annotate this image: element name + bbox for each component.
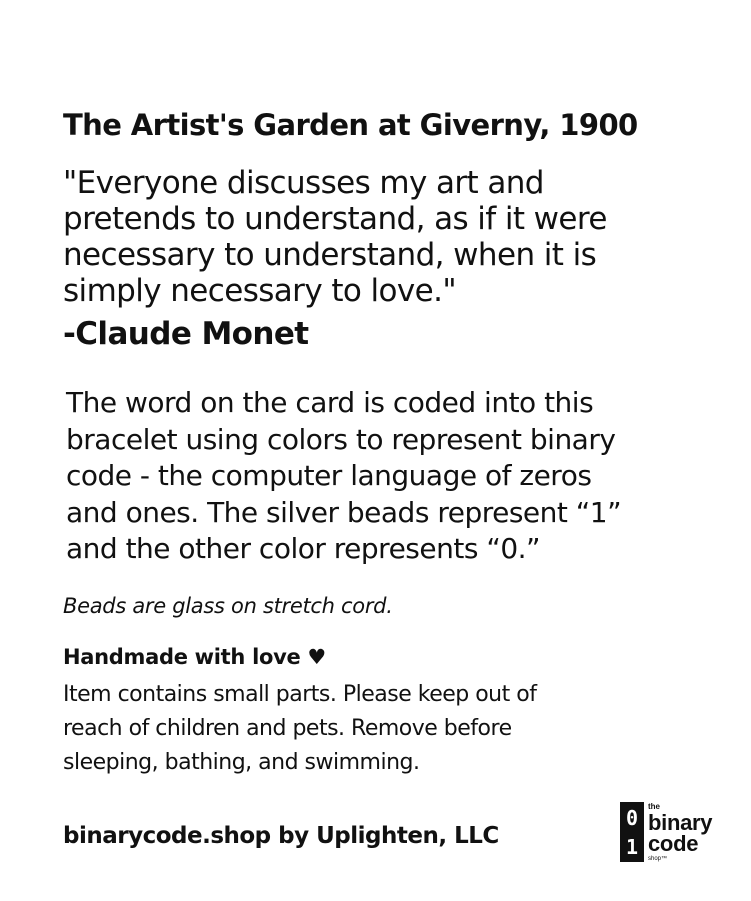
quote-line: pretends to understand, as if it were — [63, 201, 607, 237]
logo-mark — [620, 802, 644, 862]
quote-line: simply necessary to love." — [63, 273, 457, 309]
quote-line: "Everyone discusses my art and — [63, 165, 544, 201]
logo-digit-one: 1 — [625, 835, 639, 859]
monet-quote — [63, 165, 733, 309]
description-line: bracelet using colors to represent binary — [66, 422, 616, 456]
description-line: and the other color represents “0.” — [66, 532, 541, 565]
materials-note: Beads are glass on stretch cord. — [63, 594, 393, 618]
binary-description — [66, 385, 736, 568]
quote-author: -Claude Monet — [63, 316, 309, 352]
description-line: code - the computer language of zeros — [66, 459, 592, 492]
handmade-heading: Handmade with love ♥ — [63, 645, 326, 669]
company-footer: binarycode.shop by Uplighten, LLC — [63, 823, 499, 849]
safety-warning — [63, 678, 733, 780]
description-line: and ones. The silver beads represent “1” — [66, 495, 622, 529]
logo-binary: binary — [648, 810, 713, 835]
description-line: The word on the card is coded into this — [66, 386, 594, 419]
logo-code: code — [648, 831, 699, 856]
warning-line: Item contains small parts. Please keep out of — [63, 682, 537, 707]
logo-shop: shop™ — [648, 856, 668, 862]
binary-code-shop-logo — [620, 801, 732, 863]
warning-line: sleeping, bathing, and swimming. — [63, 750, 420, 775]
warning-line: reach of children and pets. Remove before — [63, 716, 512, 741]
quote-line: necessary to understand, when it is — [63, 237, 597, 273]
card-title: The Artist's Garden at Giverny, 1900 — [63, 108, 638, 142]
logo-the: the — [648, 802, 660, 811]
logo-digit-zero: 0 — [625, 806, 639, 830]
